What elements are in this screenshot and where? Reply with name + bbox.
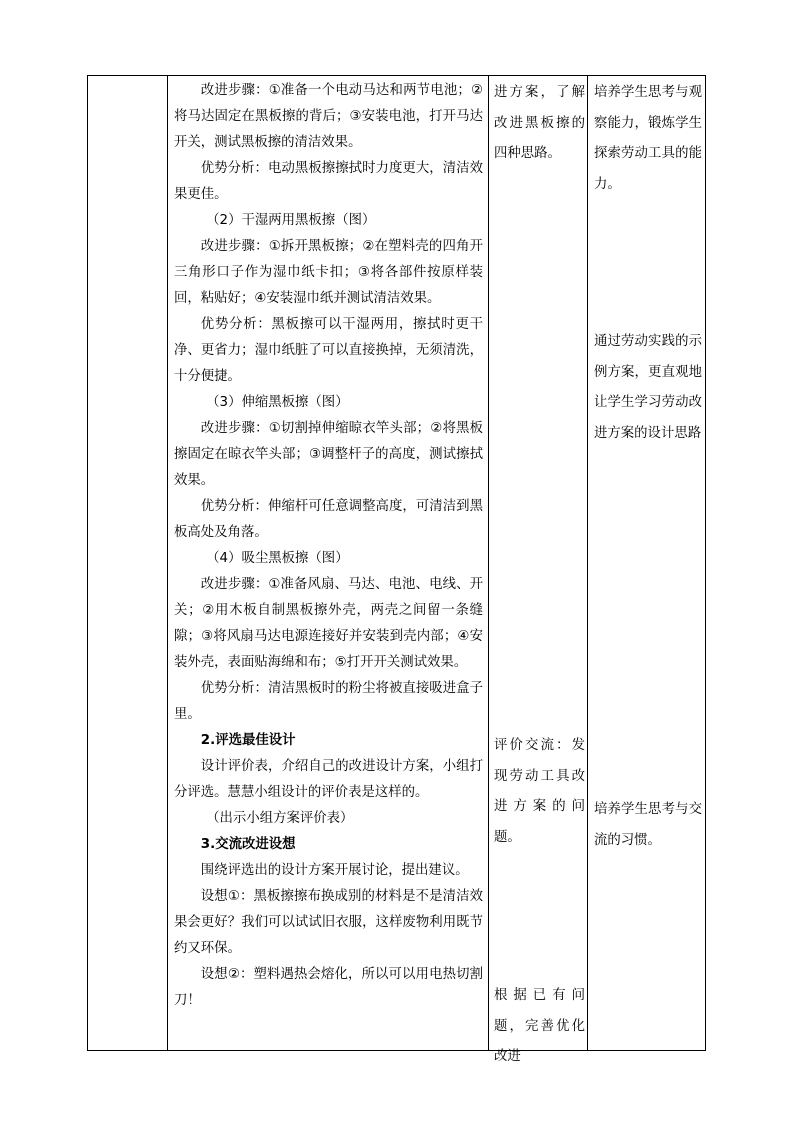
- activity-text: 评价交流：发现劳动工具改进方案的问题。: [494, 738, 585, 845]
- intent-text: 通过劳动实践的示例方案，更直观地让学生学习劳动改进方案的设计思路: [594, 334, 702, 441]
- activity-text: 根据已有问题，完善优化改进: [494, 988, 585, 1064]
- activity-column: [489, 76, 587, 1064]
- column-divider: [488, 76, 489, 1050]
- activity-text: 进方案，了解改进黑板擦的四种思路。: [494, 85, 585, 161]
- content-paragraph: 优势分析：电动黑板擦擦拭时力度更大，清洁效果更佳。: [174, 161, 483, 202]
- content-paragraph: 优势分析：伸缩杆可任意调整高度，可清洁到黑板高处及角落。: [174, 499, 483, 540]
- content-paragraph: 优势分析：清洁黑板时的粉尘将被直接吸进盒子里。: [174, 681, 483, 722]
- content-paragraph: 设计评价表，介绍自己的改进设计方案，小组打分评选。慧慧小组设计的评价表是这样的。: [174, 759, 483, 800]
- content-paragraph: 改进步骤：①切割掉伸缩晾衣竿头部；②将黑板擦固定在晾衣竿头部；③调整杆子的高度，测试擦拭效果。: [174, 421, 483, 488]
- content-paragraph: 设想①：黑板擦擦布换成别的材料是不是清洁效果会更好？我们可以试试旧衣服，这样废物利用既节约又环保。: [174, 889, 483, 956]
- intent-text: 培养学生思考与观察能力，锻炼学生探索劳动工具的能力。: [594, 85, 702, 192]
- intent-text: 培养学生思考与交流的习惯。: [594, 802, 702, 848]
- section-heading: 2.评选最佳设计: [200, 733, 296, 748]
- content-note: （出示小组方案评价表）: [206, 811, 354, 826]
- content-subheading: （4）吸尘黑板擦（图）: [206, 551, 349, 566]
- content-paragraph: 围绕评选出的设计方案开展讨论，提出建议。: [200, 863, 469, 878]
- content-paragraph: 改进步骤：①准备风扇、马达、电池、电线、开关；②用木板自制黑板擦外壳，两壳之间留一条缝隙；③将风扇马达电源连接好并安装到壳内部；④安装外壳，表面贴海绵和布；⑤打开开关测试效果。: [174, 577, 483, 670]
- content-paragraph: 改进步骤：①准备一个电动马达和两节电池；②将马达固定在黑板擦的背后；③安装电池，打开马达开关，测试黑板擦的清洁效果。: [174, 83, 483, 150]
- column-divider: [587, 76, 588, 1050]
- content-subheading: （3）伸缩黑板擦（图）: [206, 395, 349, 410]
- content-column: [168, 76, 488, 1014]
- section-heading: 3.交流改进设想: [200, 837, 296, 852]
- intent-column: [588, 76, 706, 848]
- content-paragraph: 优势分析：黑板擦可以干湿两用，擦拭时更干净、更省力；湿巾纸脏了可以直接换掉，无须清洗，十分便捷。: [174, 317, 483, 384]
- lesson-table: [87, 75, 706, 1064]
- content-subheading: （2）干湿两用黑板擦（图）: [206, 213, 376, 228]
- content-paragraph: 改进步骤：①拆开黑板擦；②在塑料壳的四角开三角形口子作为湿巾纸卡扣；③将各部件按原样装回，粘贴好；④安装湿巾纸并测试清洁效果。: [174, 239, 483, 306]
- content-paragraph: 设想②：塑料遇热会熔化，所以可以用电热切割刀！: [174, 967, 483, 1008]
